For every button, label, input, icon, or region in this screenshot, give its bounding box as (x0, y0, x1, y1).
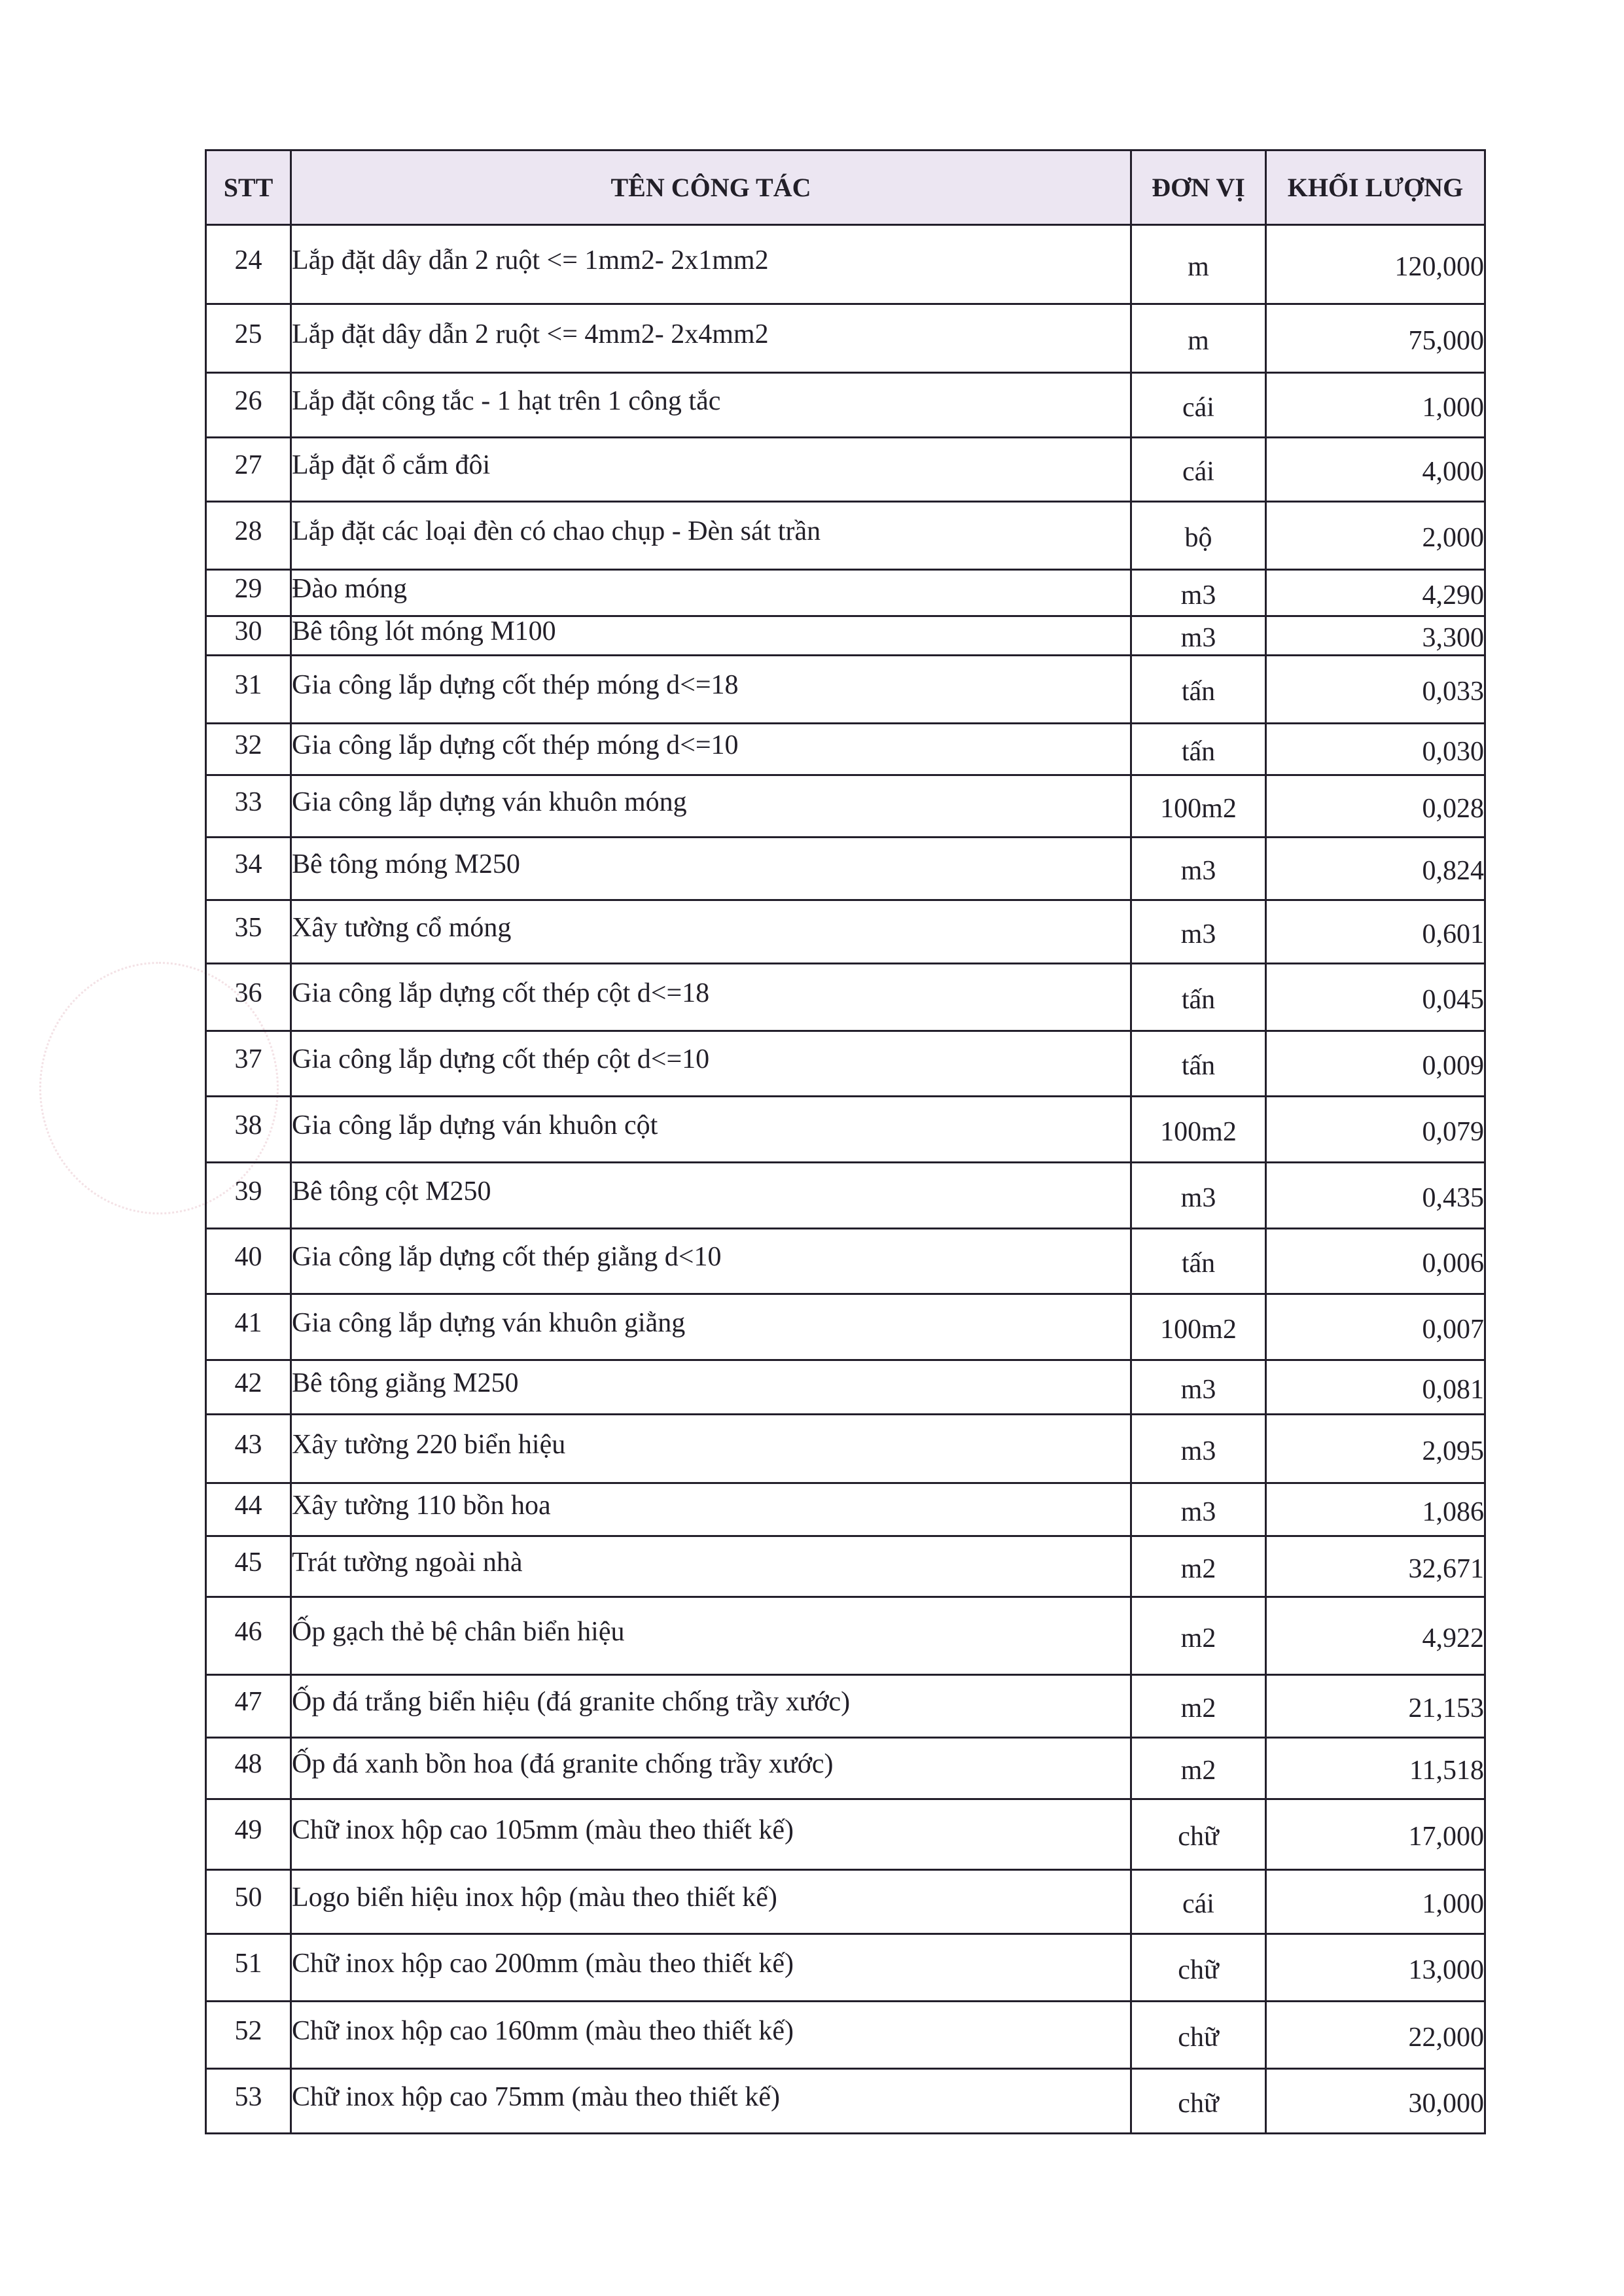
row-work-name-text: Bê tông móng M250 (292, 849, 520, 880)
row-stt-text: 35 (234, 912, 262, 943)
row-unit-text: cái (1182, 392, 1214, 423)
table-row (206, 225, 1485, 304)
row-quantity-text: 0,028 (1422, 793, 1484, 824)
row-stt (206, 1675, 291, 1738)
row-stt-text: 39 (234, 1176, 262, 1207)
table-row (206, 1536, 1485, 1597)
row-work-name (291, 304, 1131, 373)
row-quantity (1266, 1163, 1485, 1229)
row-work-name-text: Ốp gạch thẻ bệ chân biển hiệu (292, 1616, 625, 1647)
table-row (206, 1934, 1485, 2002)
row-quantity-text: 1,086 (1422, 1496, 1484, 1527)
row-stt (206, 225, 291, 304)
table-row (206, 373, 1485, 438)
row-work-name (291, 2002, 1131, 2069)
row-unit (1131, 1031, 1266, 1097)
row-work-name-text: Xây tường 220 biển hiệu (292, 1429, 566, 1460)
row-unit (1131, 1097, 1266, 1163)
row-work-name (291, 1799, 1131, 1870)
row-unit (1131, 1229, 1266, 1294)
row-quantity (1266, 1483, 1485, 1536)
row-unit-text: m2 (1180, 1756, 1216, 1786)
row-unit-text: m3 (1180, 623, 1216, 654)
row-unit (1131, 1294, 1266, 1360)
row-work-name (291, 656, 1131, 724)
row-stt-text: 25 (234, 319, 262, 349)
row-unit-text: m3 (1180, 856, 1216, 887)
row-stt (206, 1229, 291, 1294)
row-stt (206, 373, 291, 438)
row-unit-text: m3 (1180, 1436, 1216, 1466)
row-work-name-text: Chữ inox hộp cao 105mm (màu theo thiết kế) (292, 1815, 794, 1846)
row-work-name (291, 1597, 1131, 1675)
table-row (206, 1229, 1485, 1294)
row-stt-text: 32 (234, 730, 262, 760)
row-work-name (291, 1675, 1131, 1738)
row-stt (206, 2002, 291, 2069)
row-work-name-text: Ốp đá xanh bồn hoa (đá granite chống trầy xước) (292, 1749, 834, 1780)
row-work-name (291, 502, 1131, 570)
table-row (206, 616, 1485, 656)
row-work-name-text: Gia công lắp dựng ván khuôn móng (292, 786, 687, 817)
row-quantity-text: 0,006 (1422, 1248, 1484, 1279)
row-stt (206, 724, 291, 775)
row-unit (1131, 838, 1266, 900)
table-row (206, 1294, 1485, 1360)
row-stt (206, 1163, 291, 1229)
row-unit-text: cái (1182, 1889, 1214, 1920)
table-row (206, 1097, 1485, 1163)
row-work-name (291, 775, 1131, 838)
row-quantity (1266, 1229, 1485, 1294)
table-row (206, 1738, 1485, 1799)
row-stt (206, 1536, 291, 1597)
row-quantity-text: 0,601 (1422, 919, 1484, 949)
row-quantity (1266, 373, 1485, 438)
row-stt (206, 2069, 291, 2134)
row-unit-text: m3 (1180, 919, 1216, 949)
row-work-name (291, 1738, 1131, 1799)
table-row (206, 964, 1485, 1031)
row-stt-text: 49 (234, 1815, 262, 1846)
row-stt (206, 502, 291, 570)
header-stt: STT (206, 150, 291, 225)
row-stt (206, 964, 291, 1031)
row-stt-text: 30 (234, 616, 262, 647)
table-row (206, 1799, 1485, 1870)
row-quantity-text: 3,300 (1422, 623, 1484, 654)
row-quantity-text: 13,000 (1408, 1954, 1484, 1985)
row-unit-text: 100m2 (1160, 793, 1237, 824)
row-unit-text: tấn (1181, 984, 1216, 1015)
row-unit (1131, 1738, 1266, 1799)
row-unit-text: tấn (1181, 1248, 1216, 1279)
row-stt-text: 48 (234, 1749, 262, 1780)
row-stt (206, 1483, 291, 1536)
row-stt (206, 1738, 291, 1799)
row-unit-text: m2 (1180, 1693, 1216, 1724)
row-quantity-text: 21,153 (1408, 1693, 1484, 1724)
table-row (206, 775, 1485, 838)
row-work-name-text: Lắp đặt công tắc - 1 hạt trên 1 công tắc (292, 385, 721, 416)
row-stt (206, 304, 291, 373)
row-stt (206, 900, 291, 964)
row-unit (1131, 373, 1266, 438)
row-quantity (1266, 1031, 1485, 1097)
row-quantity-text: 0,045 (1422, 984, 1484, 1015)
row-quantity (1266, 304, 1485, 373)
row-unit (1131, 304, 1266, 373)
row-work-name (291, 900, 1131, 964)
row-work-name (291, 570, 1131, 616)
row-work-name (291, 838, 1131, 900)
row-unit (1131, 964, 1266, 1031)
row-quantity (1266, 1799, 1485, 1870)
row-stt-text: 40 (234, 1242, 262, 1273)
row-quantity (1266, 1597, 1485, 1675)
row-work-name-text: Lắp đặt các loại đèn có chao chụp - Đèn sát trần (292, 516, 821, 547)
row-quantity-text: 4,290 (1422, 580, 1484, 610)
row-unit-text: 100m2 (1160, 1116, 1237, 1147)
row-work-name (291, 1229, 1131, 1294)
row-unit-text: chữ (1178, 1822, 1219, 1852)
row-work-name-text: Gia công lắp dựng cốt thép cột d<=10 (292, 1044, 710, 1075)
row-unit (1131, 724, 1266, 775)
row-quantity-text: 0,033 (1422, 677, 1484, 707)
row-stt-text: 26 (234, 385, 262, 416)
row-quantity-text: 0,081 (1422, 1374, 1484, 1405)
row-stt-text: 45 (234, 1547, 262, 1578)
row-unit-text: tấn (1181, 677, 1216, 707)
row-quantity-text: 0,007 (1422, 1314, 1484, 1345)
row-work-name (291, 1934, 1131, 2002)
row-unit (1131, 1675, 1266, 1738)
row-stt-text: 42 (234, 1368, 262, 1398)
table-header-row (206, 150, 1485, 225)
table-row (206, 1483, 1485, 1536)
table-row (206, 438, 1485, 502)
row-stt (206, 438, 291, 502)
table-row (206, 304, 1485, 373)
row-unit (1131, 1415, 1266, 1483)
work-quantity-table (205, 149, 1486, 2134)
table-row (206, 1360, 1485, 1415)
row-unit (1131, 2069, 1266, 2134)
row-work-name (291, 1097, 1131, 1163)
row-quantity (1266, 1294, 1485, 1360)
row-stt (206, 616, 291, 656)
row-work-name-text: Đào móng (292, 573, 408, 604)
row-unit (1131, 502, 1266, 570)
row-work-name-text: Lắp đặt dây dẫn 2 ruột <= 1mm2- 2x1mm2 (292, 245, 769, 275)
row-unit (1131, 616, 1266, 656)
row-work-name (291, 373, 1131, 438)
row-quantity (1266, 438, 1485, 502)
row-work-name (291, 1031, 1131, 1097)
row-stt (206, 1597, 291, 1675)
row-unit-text: 100m2 (1160, 1314, 1237, 1345)
row-unit (1131, 570, 1266, 616)
row-quantity-text: 0,435 (1422, 1182, 1484, 1213)
row-stt-text: 24 (234, 245, 262, 275)
row-stt-text: 44 (234, 1490, 262, 1521)
row-unit (1131, 2002, 1266, 2069)
row-unit-text: chữ (1178, 2088, 1219, 2119)
row-work-name-text: Gia công lắp dựng cốt thép móng d<=10 (292, 730, 739, 760)
row-stt-text: 37 (234, 1044, 262, 1075)
row-work-name-text: Xây tường 110 bồn hoa (292, 1490, 551, 1521)
row-quantity (1266, 900, 1485, 964)
row-quantity (1266, 1675, 1485, 1738)
row-quantity-text: 0,009 (1422, 1051, 1484, 1082)
row-quantity-text: 30,000 (1408, 2088, 1484, 2119)
row-quantity (1266, 570, 1485, 616)
row-unit (1131, 1536, 1266, 1597)
row-stt-text: 43 (234, 1429, 262, 1460)
row-unit (1131, 225, 1266, 304)
row-work-name-text: Bê tông giằng M250 (292, 1368, 519, 1398)
row-quantity (1266, 1360, 1485, 1415)
row-quantity-text: 2,095 (1422, 1436, 1484, 1466)
row-quantity (1266, 1738, 1485, 1799)
table-row (206, 724, 1485, 775)
row-quantity (1266, 656, 1485, 724)
row-quantity-text: 2,000 (1422, 523, 1484, 554)
row-work-name-text: Ốp đá trắng biển hiệu (đá granite chống trầy xước) (292, 1687, 851, 1718)
row-stt-text: 53 (234, 2081, 262, 2112)
row-unit-text: m3 (1180, 1182, 1216, 1213)
row-unit-text: tấn (1181, 1051, 1216, 1082)
row-unit-text: bộ (1184, 523, 1212, 554)
row-quantity-text: 11,518 (1409, 1756, 1484, 1786)
row-quantity (1266, 1870, 1485, 1934)
row-work-name (291, 964, 1131, 1031)
row-quantity (1266, 2069, 1485, 2134)
row-work-name (291, 2069, 1131, 2134)
row-quantity (1266, 1536, 1485, 1597)
row-quantity (1266, 724, 1485, 775)
row-work-name-text: Bê tông cột M250 (292, 1176, 491, 1207)
row-quantity (1266, 2002, 1485, 2069)
row-unit (1131, 1870, 1266, 1934)
row-stt-text: 46 (234, 1616, 262, 1647)
row-unit (1131, 438, 1266, 502)
row-unit-text: m3 (1180, 1496, 1216, 1527)
row-quantity (1266, 616, 1485, 656)
row-unit (1131, 1360, 1266, 1415)
row-work-name-text: Chữ inox hộp cao 75mm (màu theo thiết kế) (292, 2081, 780, 2112)
row-stt (206, 1360, 291, 1415)
table-row (206, 1415, 1485, 1483)
row-stt (206, 1031, 291, 1097)
row-quantity-text: 4,000 (1422, 457, 1484, 487)
row-stt-text: 52 (234, 2015, 262, 2046)
row-unit-text: chữ (1178, 1954, 1219, 1985)
table-row (206, 1031, 1485, 1097)
row-stt (206, 1870, 291, 1934)
row-stt (206, 1097, 291, 1163)
row-quantity (1266, 1097, 1485, 1163)
row-unit-text: tấn (1181, 736, 1216, 767)
table-body (206, 225, 1485, 2134)
row-quantity-text: 4,922 (1422, 1623, 1484, 1653)
row-quantity (1266, 775, 1485, 838)
row-stt-text: 31 (234, 670, 262, 701)
row-quantity (1266, 964, 1485, 1031)
row-stt-text: 27 (234, 450, 262, 481)
row-stt-text: 51 (234, 1948, 262, 1979)
table-row (206, 838, 1485, 900)
row-unit (1131, 1799, 1266, 1870)
row-work-name-text: Xây tường cổ móng (292, 912, 512, 943)
row-stt-text: 33 (234, 786, 262, 817)
row-work-name-text: Trát tường ngoài nhà (292, 1547, 523, 1578)
row-unit (1131, 775, 1266, 838)
row-work-name-text: Gia công lắp dựng ván khuôn giằng (292, 1307, 686, 1338)
row-quantity-text: 75,000 (1408, 325, 1484, 356)
row-work-name (291, 225, 1131, 304)
row-stt-text: 41 (234, 1307, 262, 1338)
table-row (206, 2069, 1485, 2134)
row-work-name (291, 1483, 1131, 1536)
row-work-name (291, 1360, 1131, 1415)
row-work-name-text: Gia công lắp dựng cốt thép móng d<=18 (292, 670, 739, 701)
row-quantity-text: 1,000 (1422, 392, 1484, 423)
header-unit: ĐƠN VỊ (1131, 150, 1266, 225)
row-unit-text: m3 (1180, 1374, 1216, 1405)
row-stt-text: 36 (234, 978, 262, 1008)
row-work-name-text: Gia công lắp dựng ván khuôn cột (292, 1110, 658, 1140)
row-work-name (291, 1870, 1131, 1934)
row-work-name (291, 438, 1131, 502)
row-stt (206, 1934, 291, 2002)
row-work-name (291, 1163, 1131, 1229)
row-work-name-text: Bê tông lót móng M100 (292, 616, 556, 647)
row-quantity (1266, 502, 1485, 570)
row-work-name-text: Gia công lắp dựng cốt thép cột d<=18 (292, 978, 710, 1008)
row-quantity (1266, 1415, 1485, 1483)
row-unit (1131, 1597, 1266, 1675)
row-quantity-text: 0,079 (1422, 1116, 1484, 1147)
table-row (206, 2002, 1485, 2069)
row-quantity-text: 0,824 (1422, 856, 1484, 887)
row-stt-text: 38 (234, 1110, 262, 1140)
row-unit-text: chữ (1178, 2022, 1219, 2053)
row-work-name (291, 1536, 1131, 1597)
table-row (206, 570, 1485, 616)
row-work-name-text: Chữ inox hộp cao 200mm (màu theo thiết kế) (292, 1948, 794, 1979)
row-work-name (291, 1294, 1131, 1360)
row-unit (1131, 1934, 1266, 2002)
table-row (206, 1163, 1485, 1229)
row-unit (1131, 1163, 1266, 1229)
table-row (206, 502, 1485, 570)
row-unit-text: m (1188, 251, 1209, 282)
header-work-name: TÊN CÔNG TÁC (291, 150, 1131, 225)
row-stt-text: 47 (234, 1687, 262, 1718)
row-quantity-text: 22,000 (1408, 2022, 1484, 2053)
row-stt (206, 838, 291, 900)
row-unit-text: m2 (1180, 1623, 1216, 1653)
row-unit-text: m (1188, 325, 1209, 356)
row-stt (206, 775, 291, 838)
row-work-name (291, 724, 1131, 775)
row-work-name-text: Gia công lắp dựng cốt thép giằng d<10 (292, 1242, 722, 1273)
row-work-name-text: Lắp đặt dây dẫn 2 ruột <= 4mm2- 2x4mm2 (292, 319, 769, 349)
row-unit-text: cái (1182, 457, 1214, 487)
header-quantity: KHỐI LƯỢNG (1266, 150, 1485, 225)
table-row (206, 1597, 1485, 1675)
row-unit-text: m2 (1180, 1553, 1216, 1584)
row-quantity-text: 120,000 (1394, 251, 1484, 282)
row-unit (1131, 1483, 1266, 1536)
row-stt (206, 570, 291, 616)
table-row (206, 1675, 1485, 1738)
row-stt-text: 28 (234, 516, 262, 547)
row-quantity-text: 32,671 (1408, 1553, 1484, 1584)
row-unit (1131, 656, 1266, 724)
row-stt (206, 1415, 291, 1483)
row-quantity-text: 0,030 (1422, 736, 1484, 767)
row-stt (206, 1294, 291, 1360)
row-work-name-text: Logo biển hiệu inox hộp (màu theo thiết kế) (292, 1882, 777, 1913)
row-quantity (1266, 1934, 1485, 2002)
row-quantity-text: 1,000 (1422, 1889, 1484, 1920)
row-stt-text: 50 (234, 1882, 262, 1913)
row-work-name-text: Chữ inox hộp cao 160mm (màu theo thiết kế) (292, 2015, 794, 2046)
row-work-name (291, 616, 1131, 656)
row-stt (206, 1799, 291, 1870)
row-work-name (291, 1415, 1131, 1483)
row-unit (1131, 900, 1266, 964)
row-stt-text: 34 (234, 849, 262, 880)
row-stt-text: 29 (234, 573, 262, 604)
row-quantity (1266, 838, 1485, 900)
table-row (206, 900, 1485, 964)
row-quantity (1266, 225, 1485, 304)
row-unit-text: m3 (1180, 580, 1216, 610)
row-work-name-text: Lắp đặt ổ cắm đôi (292, 450, 491, 481)
row-quantity-text: 17,000 (1408, 1822, 1484, 1852)
table-row (206, 656, 1485, 724)
table-row (206, 1870, 1485, 1934)
row-stt (206, 656, 291, 724)
